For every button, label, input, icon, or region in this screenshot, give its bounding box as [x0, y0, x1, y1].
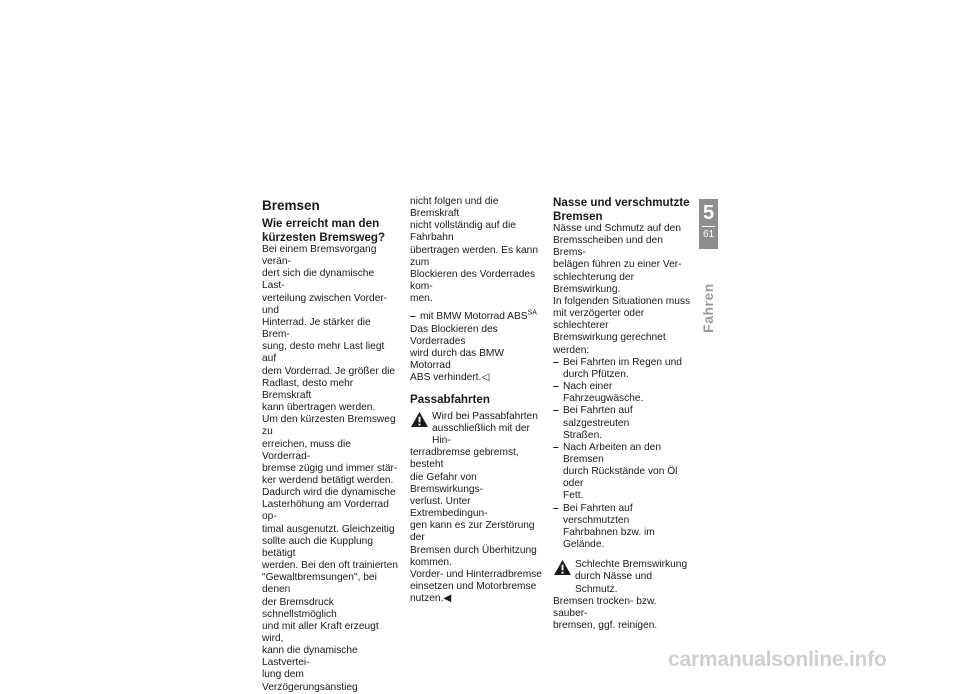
list-item-text: Nach Arbeiten an den Bremsen durch Rückstände von Öl oder Fett. [563, 441, 678, 502]
warning-triangle-icon [410, 411, 429, 428]
list-dash: – [553, 381, 559, 393]
list-item-text: Nach einer Fahrzeugwäsche. [563, 381, 644, 405]
list-dash: – [410, 311, 416, 323]
warning-wet-brakes [553, 559, 691, 632]
paragraph-load-distribution: Bei einem Bremsvorgang verän- dert sich die dynamische Last- verteilung zwischen Vorder- und Hinterrad. Je stärker die Brem- sung, desto mehr Last liegt auf dem Vorderrad. Je größer die Radlast, desto mehr Bremskraft kann übertragen werden. [262, 244, 396, 414]
subsection-heading-braking-distance: Wie erreicht man den kürzesten Bremsweg? [262, 217, 386, 244]
warning-text-lead: Schlechte Bremswirkung durch Nässe und Schmutz. [575, 559, 688, 595]
list-item-text: Bei Fahrten auf verschmutzten Fahrbahnen bzw. im Gelände. [563, 502, 655, 551]
paragraph-use-both-brakes: Vorder- und Hinterradbremse einsetzen und Motorbremse nutzen.◀ [410, 568, 542, 605]
column-left [262, 198, 398, 694]
situations-list [553, 357, 691, 552]
list-item-abs-text: mit BMW Motorrad $ABS^{SA}$ [420, 310, 537, 323]
subsection-heading-pass-descents: Passabfahrten [410, 393, 490, 407]
section-title: Bremsen [262, 198, 320, 213]
chapter-number: 5 [702, 202, 715, 224]
page-number: 61 [702, 229, 715, 240]
sa-superscript: SA [527, 310, 537, 318]
watermark: carmanualsonline.info [668, 648, 887, 671]
warning-text: Bremsen trocken- bzw. sauber- bremsen, ggf. reinigen. [553, 595, 658, 631]
warning-text-lead: Wird bei Passabfahrten ausschließlich mit der Hin- [432, 410, 538, 447]
paragraph-continued: nicht folgen und die Bremskraft nicht vollständig auf die Fahrbahn übertragen werden. Es kann zum Blockieren des Vorderrades kom- men. [410, 196, 538, 305]
list-item-abs [410, 311, 546, 323]
list-item-text: Bei Fahrten auf salzgestreuten Straßen. [563, 405, 633, 441]
warning-pass-descents [410, 411, 546, 569]
list-dash: – [553, 405, 559, 417]
list-item [553, 381, 691, 405]
list-item [553, 357, 691, 381]
paragraph-abs-prevents: Das Blockieren des Vorderrades wird durch das BMW Motorrad ABS verhindert.◁ [410, 323, 504, 384]
chapter-tab-divider [702, 226, 715, 227]
list-item-text: Bei Fahrten im Regen und durch Pfützen. [563, 356, 682, 380]
chapter-tab [699, 199, 718, 249]
list-item [553, 503, 691, 552]
list-item [553, 405, 691, 441]
paragraph-shortest-braking: Um den kürzesten Bremsweg zu erreichen, muss die Vorderrad- bremse zügig und immer stär- ker werdend betätigt werden. Dadurch wird die dynamische Lasterhöhung am Vorderrad op- timal ausgenutzt. Gleichzeitig sollte auch die Kupplung betätigt werden. Bei den oft trainierten "Gewaltbremsungen", bei denen der Bremsdruck schnellstmöglich und mit aller Kraft erzeugt wird, kann die dynamische Lastvertei- lung dem Verzögerungsanstieg [262, 414, 398, 693]
chapter-side-label [696, 278, 720, 338]
subsection-heading-wet-brakes: Nasse und verschmutzte Bremsen [553, 196, 690, 223]
warning-triangle-icon [553, 559, 572, 576]
paragraph-wet-dirt: Nässe und Schmutz auf den Bremsscheiben und den Brems- belägen führen zu einer Ver- schlechterung der Bremswirkung. [553, 223, 682, 295]
list-dash: – [553, 356, 559, 368]
paragraph-situations: In folgenden Situationen muss mit verzögerter oder schlechterer Bremswirkung gerechnet werden: [553, 295, 691, 356]
list-dash: – [553, 502, 559, 514]
list-item [553, 442, 691, 503]
column-right [553, 196, 691, 632]
chapter-side-label-text: Fahren [700, 283, 716, 333]
warning-text: terradbremse gebremst, besteht die Gefahr von Bremswirkungs- verlust. Unter Extrembedingun- gen kann es zur Zerstörung der Bremsen durch Überhitzung kommen. [410, 447, 537, 568]
list-dash: – [553, 441, 559, 453]
column-middle [410, 196, 546, 605]
